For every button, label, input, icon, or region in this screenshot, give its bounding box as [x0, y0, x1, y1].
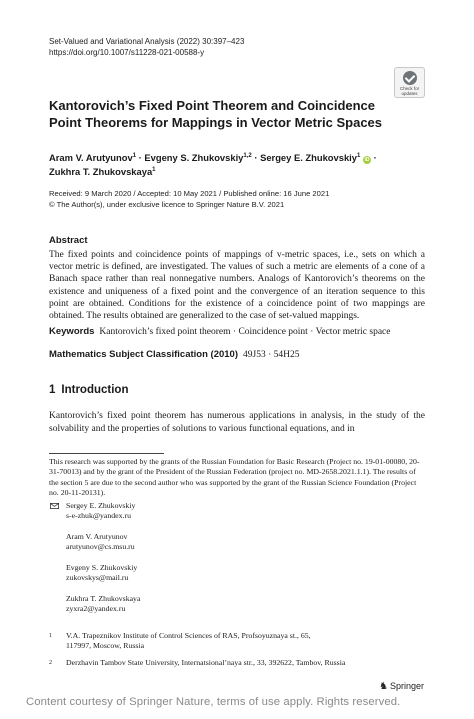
section-title: Introduction: [61, 384, 129, 396]
msc-text: 49J53 · 54H25: [243, 350, 300, 360]
publisher-name: Springer: [389, 681, 424, 691]
author-list: Aram V. Arutyunov$^1$ · Evgeny S. Zhukovskiy$^{1,2}$ · Sergey E. Zhukovskiy$^1$ iD · Zukhra T. Zhukovskaya$^1$: [49, 152, 377, 178]
contact-email[interactable]: arutyunov@cs.msu.ru: [66, 542, 135, 552]
contact-entry: [66, 532, 140, 553]
contact-entry: [66, 594, 140, 615]
contact-entry: [66, 563, 140, 584]
contact-email[interactable]: zukovskys@mail.ru: [66, 573, 129, 583]
contact-name: Zukhra T. Zhukovskaya: [66, 593, 141, 603]
author-name[interactable]: Evgeny S. Zhukovskiy: [144, 152, 244, 164]
contact-email[interactable]: s-e-zhuk@yandex.ru: [66, 511, 131, 521]
intro-paragraph: Kantorovich’s fixed point theorem has numerous applications in analysis, in the study of the solvability and the properties of solutions to various functional equations, and in: [49, 411, 425, 434]
footnote-divider: [49, 453, 164, 454]
courtesy-notice[interactable]: Content courtesy of Springer Nature, terms of use apply. Rights reserved.: [26, 696, 401, 708]
contact-name: Sergey E. Zhukovskiy: [66, 501, 136, 510]
title-line-2: Point Theorems for Mappings in Vector Metric Spaces: [49, 115, 383, 130]
author-name[interactable]: Aram V. Arutyunov: [49, 152, 133, 164]
paper-title: [49, 97, 389, 131]
author-name[interactable]: Zukhra T. Zhukovskaya: [49, 166, 153, 178]
msc-classification: [49, 349, 429, 361]
abstract-text: The fixed points and coincidence points of mappings of v-metric spaces, i.e., sets on which a vector metric is defined, are investigated. The values of such a metric are elements of a cone of a Banach space rather than real nonnegative numbers. Analogs of Kantorovich’s theorems on the existence and uniqueness of a fixed point and the convergence of an iteration sequence to this point are obtained. Conditions for the existence of a coincidence point of two mappings are obtained. The results obtained are generalized to the case of set-valued mappings.: [49, 250, 425, 322]
affiliation-line: 117997, Moscow, Russia: [66, 641, 145, 651]
copyright-line: © The Author(s), under exclusive licence to Springer Nature B.V. 2021: [49, 200, 285, 209]
keywords: [49, 326, 429, 338]
contact-list: [66, 501, 140, 625]
publisher-logo: [379, 681, 424, 692]
funding-note: This research was supported by the grants of the Russian Foundation for Basic Research (Project no. 19-01-00080, 20-31-70013) and by the grant of the President of the Russian Federation (project no. MD-2658.2021.1.1). The results of the section 5 are due to the second author who was supported by the grant of the Russian Science Foundation (Project no. 20-11-20131).: [49, 457, 420, 497]
journal-citation: Set-Valued and Variational Analysis (2022) 30:397–423: [49, 37, 245, 46]
contact-name: Evgeny S. Zhukovskiy: [66, 562, 138, 572]
check-for-updates-badge[interactable]: [394, 67, 425, 98]
title-line-1: Kantorovich’s Fixed Point Theorem and Coincidence: [49, 98, 376, 113]
affiliation-number: 2: [49, 660, 52, 666]
contact-entry: [66, 501, 140, 522]
affiliation-line: Derzhavin Tambov State University, Internatsional’naya str., 33, 392622, Tambov, Russia: [66, 658, 346, 667]
journal-header: [49, 36, 244, 58]
affiliation-2: [0, 658, 474, 672]
contact-name: Aram V. Arutyunov: [66, 531, 128, 541]
section-heading: [49, 384, 128, 396]
check-icon: [403, 71, 417, 85]
abstract-heading: Abstract: [49, 235, 88, 246]
section-number: 1: [49, 384, 56, 396]
envelope-icon: [50, 503, 59, 509]
contact-email[interactable]: zyxra2@yandex.ru: [66, 603, 126, 613]
publication-dates: [49, 188, 329, 210]
affiliation-1: [0, 631, 474, 655]
affiliation-line: V.A. Trapeznikov Institute of Control Sciences of RAS, Profsoyuznaya st., 65,: [66, 631, 311, 640]
orcid-icon[interactable]: iD: [364, 157, 370, 164]
author-name[interactable]: Sergey E. Zhukovskiy: [260, 152, 357, 164]
affiliation-number: 1: [49, 633, 52, 639]
check-updates-label: Check for updates: [399, 86, 420, 96]
keywords-text: Kantorovich’s fixed point theorem · Coincidence point · Vector metric space: [99, 327, 391, 337]
keywords-label: Keywords: [49, 326, 95, 337]
springer-horse-icon: ♞: [379, 681, 388, 692]
msc-label: Mathematics Subject Classification (2010): [49, 349, 239, 360]
doi-link[interactable]: https://doi.org/10.1007/s11228-021-00588-y: [49, 48, 205, 57]
dates-line: Received: 9 March 2020 / Accepted: 10 May 2021 / Published online: 16 June 2021: [49, 189, 330, 198]
